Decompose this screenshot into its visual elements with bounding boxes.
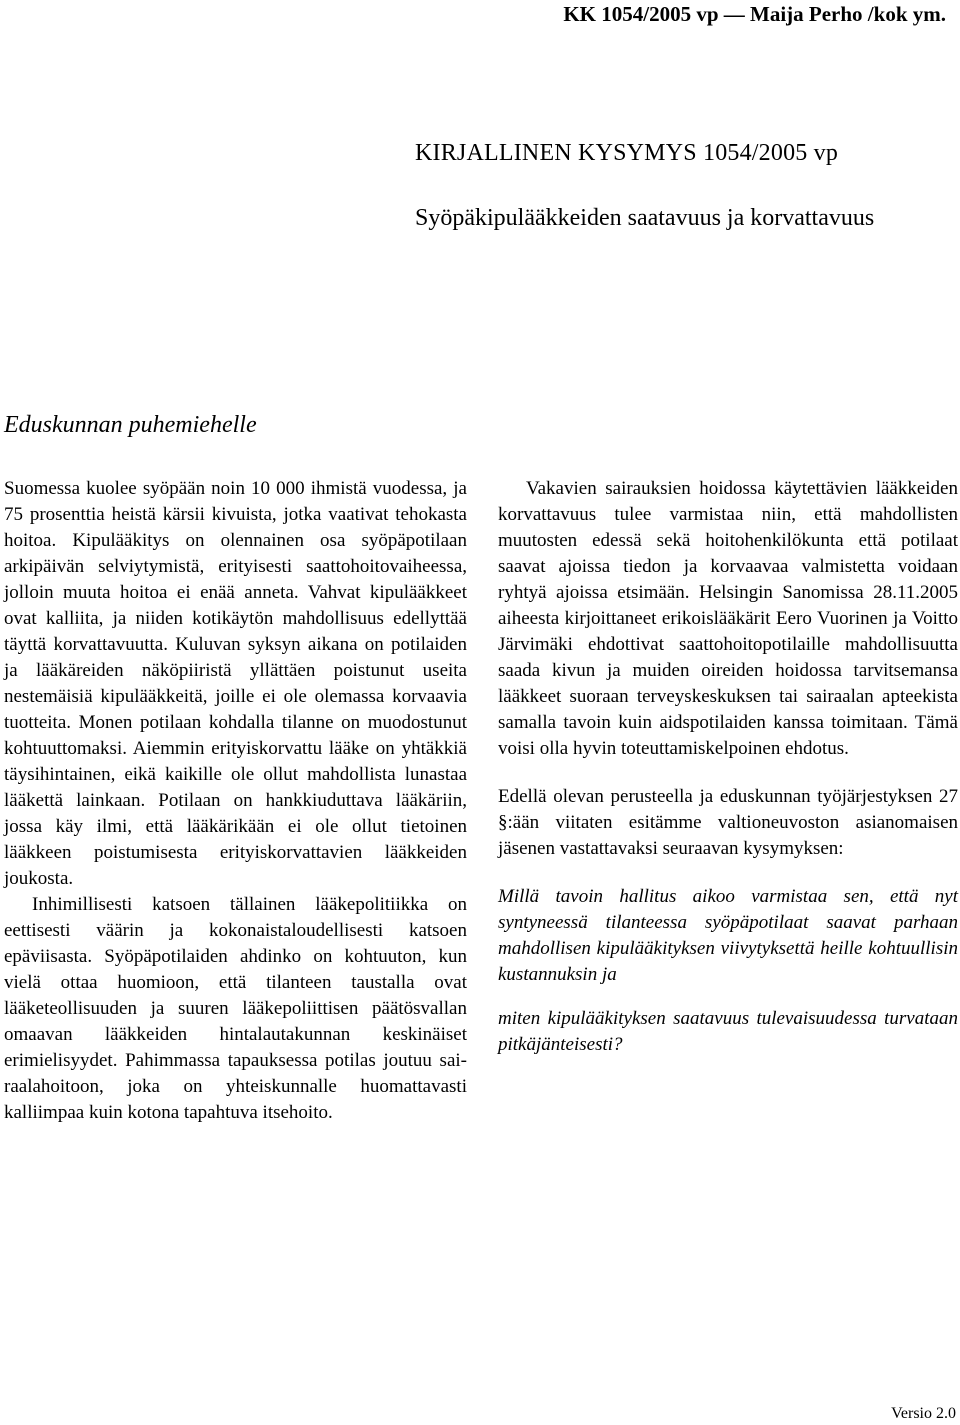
question-2: miten kipulääkityksen saatavuus tulevaisuudessa turvataan pitkäjänteisesti? bbox=[498, 1008, 958, 1055]
left-column bbox=[4, 476, 467, 1126]
addressee: Eduskunnan puhemiehelle bbox=[4, 412, 257, 438]
document-reference-header: KK 1054/2005 vp — Maija Perho /kok ym. bbox=[563, 2, 946, 26]
question-1: Millä tavoin hallitus aikoo varmistaa sen, että nyt syntyneessä tilanteessa syöpäpotilaat saavat parhaan mahdollisen kipulääkityksen viivytyksettä heille kohtuullisin kustannuksin ja bbox=[498, 886, 958, 985]
body-paragraph-3: Vakavien sairauksien hoidossa käytettävien lääkkeiden korvattavuus tulee varmistaa niin, että mahdollisten muutosten edessä sekä hoitohenkilökunta että potilaat saavat ajoissa tiedon ja korvaavaa valmistetta voidaan ryhtyä ajoissa etsimään. Helsingin Sanomissa 28.11.2005 aiheesta kirjoittaneet erikoislääkärit Eero Vuorinen ja Voitto Järvimäki ehdottivat saattohoitopotilaille mahdollisuutta saada kivun ja muiden oireiden hoidossa tarvitsemansa lääkkeet suoraan terveyskeskuksen tai sairaalan apteekista samalla tavoin kuin aidspotilaiden kanssa toimitaan. Tämä voisi olla hyvin toteuttamiskelpoinen ehdotus. bbox=[498, 478, 958, 759]
body-paragraph-4: Edellä olevan perusteella ja eduskunnan työjärjestyksen 27 §:ään viitaten esitämme valtioneuvoston asianomaisen jäsenen vastattavaksi seuraavan kysymyksen: bbox=[498, 786, 958, 859]
body-paragraph-1: Suomessa kuolee syöpään noin 10 000 ihmistä vuodessa, ja 75 prosenttia heistä kärsii kivuista, jotka vaativat tehokasta hoitoa. Kipulääkitys on olennainen osa syöpäpotilaan arkipäivän selviytymistä, erityisesti saattohoitovaiheessa, jolloin muuta hoitoa ei enää anneta. Vahvat kipulääkkeet ovat kalliita, ja niiden kotikäytön mahdollisuus edellyttää täyttä korvattavuutta. Kuluvan syksyn aikana on potilaiden ja lääkäreiden näköpiiristä yllättäen poistunut useita nestemäisiä kipulääkkeitä, joille ei ole olemassa korvaavia tuotteita. Monen potilaan kohdalla tilanne on muodostunut kohtuuttomaksi. Aiemmin erityiskorvattu lääke on yhtäkkiä täysihintainen, eikä kaikille ole ollut mahdollista lunastaa lääkettä lainkaan. Potilaan on hankkiuduttava lääkäriin, jossa käy ilmi, että lääkärikään ei ole ollut tietoinen lääkkeen poistumisesta erityiskorvattavien lääkkeiden joukosta. bbox=[4, 478, 467, 889]
document-subtitle: Syöpäkipulääkkeiden saatavuus ja korvattavuus bbox=[415, 205, 875, 231]
body-paragraph-2: Inhimillisesti katsoen tällainen lääkepolitiikka on eettisesti väärin ja kokonaistaloudellisesti katsoen epäviisasta. Syöpäpotilaiden ahdinko on kohtuuton, kun vielä ottaa huomioon, että tilanteen taustalla ovat lääketeollisuuden ja suuren lääkepoliittisen päätösvallan omaavan lääkkeiden hintalautakunnan keskinäiset erimielisyydet. Pahimmassa tapauksessa potilas joutuu sairaalahoitoon, joka on yhteiskunnalle huomattavasti kalliimpaa kuin kotona tapahtuva itsehoito. bbox=[4, 894, 467, 1123]
version-label: Versio 2.0 bbox=[891, 1405, 956, 1422]
document-title: KIRJALLINEN KYSYMYS 1054/2005 vp bbox=[415, 140, 839, 166]
right-column bbox=[498, 476, 958, 1058]
